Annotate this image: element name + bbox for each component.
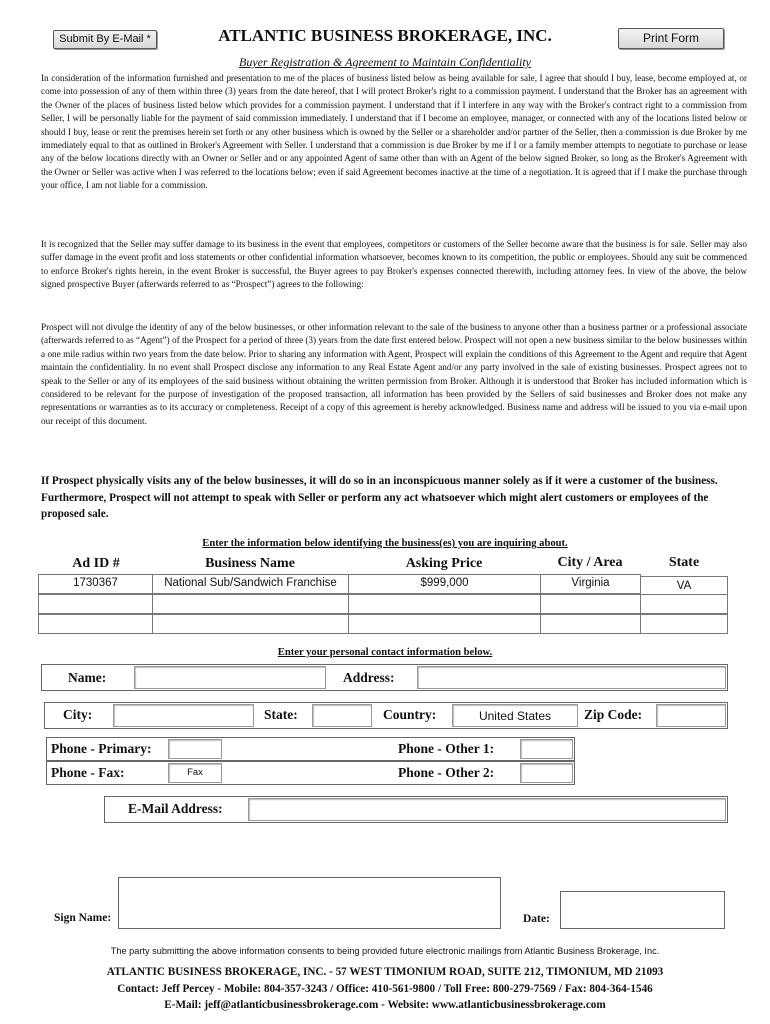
state-field-3[interactable] (640, 614, 728, 634)
ad-id-field-2[interactable] (38, 594, 153, 614)
footer-address: ATLANTIC BUSINESS BROKERAGE, INC. - 57 WEST TIMONIUM ROAD, SUITE 212, TIMONIUM, MD 21093 (106, 966, 664, 978)
header-business-name: Business Name (205, 556, 295, 571)
city-input[interactable] (113, 704, 254, 727)
asking-price-field-2[interactable] (348, 594, 541, 614)
city-area-field-2[interactable] (540, 594, 641, 614)
address-label: Address: (343, 670, 395, 685)
name-label: Name: (68, 670, 107, 685)
page-subtitle: Buyer Registration & Agreement to Maintain Confidentiality (239, 55, 531, 69)
footer-contact: Contact: Jeff Percey - Mobile: 804-357-3243 / Office: 410-561-9800 / Toll Free: 800-279-7569 / Fax: 804-364-1546 (117, 983, 653, 995)
name-input[interactable] (134, 666, 326, 689)
phone-other2-label: Phone - Other 2: (398, 765, 495, 780)
state-value-1: VA (676, 580, 692, 592)
phone-other2-input[interactable] (520, 763, 573, 783)
city-label: City: (63, 707, 93, 722)
header-asking-price: Asking Price (405, 556, 483, 571)
business-section-heading: Enter the information below identifying the business(es) you are inquiring about. (202, 538, 568, 549)
ad-id-field-3[interactable] (38, 614, 153, 634)
submit-by-email-button[interactable]: Submit By E-Mail * (53, 30, 157, 49)
asking-price-field-3[interactable] (348, 614, 541, 634)
phone-primary-label: Phone - Primary: (51, 741, 152, 756)
agreement-paragraph-3: Prospect will not divulge the identity of any of the below businesses, or other information relevant to the sale of the business to anyone other than a business partner or a professional associate (afterwards referred to as “Agent”) of the Prospect for a period of three (3) years from the date first entered below. Prospect will not open a new business similar to the below businesses within a one mile radius within two years from the date below. Prior to sharing any information with Agent, Prospect will explain the conditions of this Agreement to the Agent and require that Agent maintain the confidentiality. In no event shall Prospect disclose any information to any Real Estate Agent and/or any party involved in the sale of existing businesses. Prospect agrees not to speak to the Seller or any of its employees of the said business without obtaining the written permission from Broker. Although it is understood that Broker has included information which is considered to be relevant for the purpose of investigation of the proposed transaction, all information has been provided by the Sellers of said businesses and Broker does not make any representations or warranties as to its accuracy or completeness. Receipt of a copy of this agreement is hereby acknowledged. Business name and address will be issued to you via e-mail upon our receipt of this document. (41, 322, 747, 426)
page-title: ATLANTIC BUSINESS BROKERAGE, INC. (218, 26, 552, 45)
email-input[interactable] (248, 798, 726, 821)
consent-notice: The party submitting the above information consents to being provided future electronic mailings from Atlantic Business Brokerage, Inc. (110, 946, 660, 956)
contact-section-heading: Enter your personal contact information below. (277, 647, 493, 658)
business-name-field-3[interactable] (152, 614, 349, 634)
sign-name-input[interactable] (118, 877, 501, 929)
header-ad-id: Ad ID # (72, 556, 120, 571)
business-name-field-2[interactable] (152, 594, 349, 614)
date-label: Date: (523, 913, 550, 925)
zip-label: Zip Code: (584, 707, 643, 722)
phone-other1-input[interactable] (520, 739, 573, 759)
agreement-paragraph-1: In consideration of the information furnished and presentation to me of the places of business listed below as being available for sale, I agree that should I buy, lease, become employed at, or come into possession of any of them within three (3) years from the date hereof, that I will protect Broker's right to a commission payment. I understand that the Broker has an agreement with the Owner of the places of business listed below which provides for a commission payment. I understand that if I interfere in any way with the Broker's contract right to a commission from Seller, I will be personally liable for the payment of said commission immediately. I understand that if I become an employee, manager, or connected with any of the locations listed below or should I buy, lease or rent the premises herein set forth or any other business which is owned by the Seller or a shareholder and/or partner of the Seller, then a commission is due Broker by me immediately equal to that as outlined in Broker's Agreement with Seller. I understand that a commission is due Broker by me if I or a family member attempts to negotiate to purchase or lease any of the below locations directly with an Owner or Seller and or any appointed Agent of same other than with an Agent of the below signed Broker, so long as the Broker's Agreement with the Owner or Seller was active when I was referred to the locations below; even if said Agreement becomes inactive at the time of a negotiation. It is agreed that if I make the purchase through your office, I am not liable for a commission. (41, 73, 747, 191)
state-input[interactable] (312, 704, 372, 727)
phone-primary-input[interactable] (168, 739, 222, 759)
asking-price-value-1: $999,000 (420, 577, 469, 589)
header-state: State (668, 555, 700, 570)
sign-name-label: Sign Name: (54, 912, 112, 924)
country-label: Country: (383, 707, 437, 722)
business-name-value-1: National Sub/Sandwich Franchise (164, 577, 337, 589)
phone-other1-label: Phone - Other 1: (398, 741, 495, 756)
header-city-area: City / Area (557, 555, 623, 570)
city-area-field-3[interactable] (540, 614, 641, 634)
country-value: United States (478, 709, 552, 723)
phone-fax-value: Fax (187, 767, 203, 778)
phone-fax-row (46, 761, 575, 785)
zip-input[interactable] (656, 704, 726, 727)
city-area-value-1: Virginia (571, 577, 610, 589)
state-label: State: (264, 707, 298, 722)
agreement-paragraph-4: If Prospect physically visits any of the below businesses, it will do so in an inconspicuous manner solely as if it were a customer of the business. Furthermore, Prospect will not attempt to speak with Seller or perform any act whatsoever which might alert customers or employees of the proposed sale. (41, 475, 718, 520)
state-field-2[interactable] (640, 594, 728, 614)
agreement-paragraph-2: It is recognized that the Seller may suffer damage to its business in the event that employees, competitors or customers of the Seller become aware that the business is for sale. Seller may also suffer damage in the event profit and loss statements or other confidential information whatsoever, becomes known to its competition, the public or employees. Should any suit be commenced to enforce Broker's rights herein, in the event Broker is successful, the Buyer agrees to pay Broker's expenses connected therewith, including attorney fees. In view of the above, the below signed prospective Buyer (afterwards referred to as “Prospect”) agrees to the following: (41, 239, 747, 290)
ad-id-value-1: 1730367 (73, 577, 118, 589)
phone-fax-label: Phone - Fax: (51, 765, 125, 780)
address-input[interactable] (417, 666, 726, 689)
print-form-button[interactable]: Print Form (618, 28, 724, 49)
email-label: E-Mail Address: (128, 801, 223, 816)
footer-email-website: E-Mail: jeff@atlanticbusinessbrokerage.com - Website: www.atlanticbusinessbrokerage.com (164, 999, 606, 1011)
date-input[interactable] (560, 891, 725, 929)
